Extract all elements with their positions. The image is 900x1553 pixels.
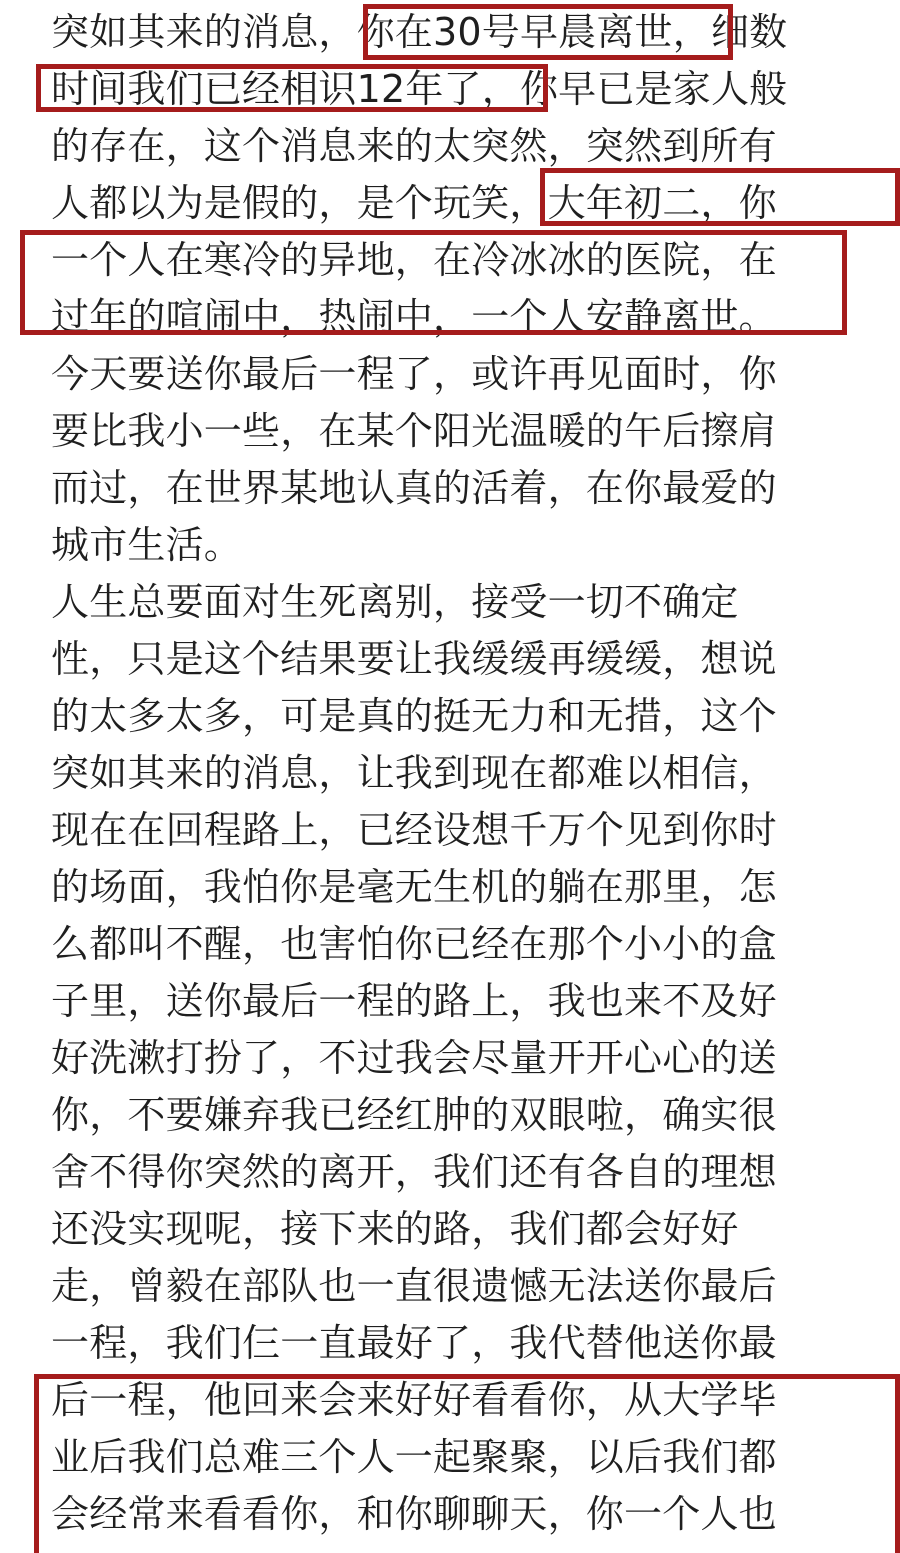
text-line: 的场面，我怕你是毫无生机的躺在那里，怎 — [51, 865, 777, 909]
highlight-box-lunar-new-year — [540, 168, 900, 226]
text-line: 业后我们总难三个人一起聚聚，以后我们都 — [51, 1435, 777, 1479]
text-line: 要比我小一些，在某个阳光温暖的午后擦肩 — [51, 409, 777, 453]
text-line: 城市生活。 — [51, 523, 243, 567]
highlight-box-death-date — [363, 4, 733, 60]
text-line: 好洗漱打扮了，不过我会尽量开开心心的送 — [51, 1036, 777, 1080]
highlight-box-years-known — [36, 64, 548, 112]
text-line: 舍不得你突然的离开，我们还有各自的理想 — [51, 1150, 777, 1194]
text-line: 走，曾毅在部队也一直很遗憾无法送你最后 — [51, 1264, 777, 1308]
text-line: 今天要送你最后一程了，或许再见面时，你 — [51, 352, 777, 396]
text-line: 突如其来的消息，你在30号早晨离世，细数 — [51, 10, 788, 54]
highlight-box-closing — [34, 1374, 900, 1553]
text-line: 一程，我们仨一直最好了，我代替他送你最 — [51, 1321, 777, 1365]
highlight-box-passed-alone — [20, 230, 847, 335]
text-line: 过年的喧闹中，热闹中，一个人安静离世。 — [51, 295, 777, 339]
text-line: 后一程，他回来会来好好看看你，从大学毕 — [51, 1378, 777, 1422]
text-line: 性，只是这个结果要让我缓缓再缓缓，想说 — [51, 637, 777, 681]
text-line: 的太多太多，可是真的挺无力和无措，这个 — [51, 694, 777, 738]
text-line: 一个人在寒冷的异地，在冷冰冰的医院，在 — [51, 238, 777, 282]
text-line: 时间我们已经相识12年了，你早已是家人般 — [51, 67, 788, 111]
text-line: 现在在回程路上，已经设想千万个见到你时 — [51, 808, 777, 852]
text-line: 突如其来的消息，让我到现在都难以相信， — [51, 751, 777, 795]
text-line: 么都叫不醒，也害怕你已经在那个小小的盒 — [51, 922, 777, 966]
text-line: 人生总要面对生死离别，接受一切不确定 — [51, 580, 739, 624]
text-line: 子里，送你最后一程的路上，我也来不及好 — [51, 979, 777, 1023]
text-line: 还没实现呢，接下来的路，我们都会好好 — [51, 1207, 739, 1251]
text-line: 会经常来看看你，和你聊聊天，你一个人也 — [51, 1492, 777, 1536]
text-line: 人都以为是假的，是个玩笑，大年初二，你 — [51, 181, 777, 225]
text-line: 而过，在世界某地认真的活着，在你最爱的 — [51, 466, 777, 510]
text-line: 的存在，这个消息来的太突然，突然到所有 — [51, 124, 777, 168]
text-line: 你，不要嫌弃我已经红肿的双眼啦，确实很 — [51, 1093, 777, 1137]
